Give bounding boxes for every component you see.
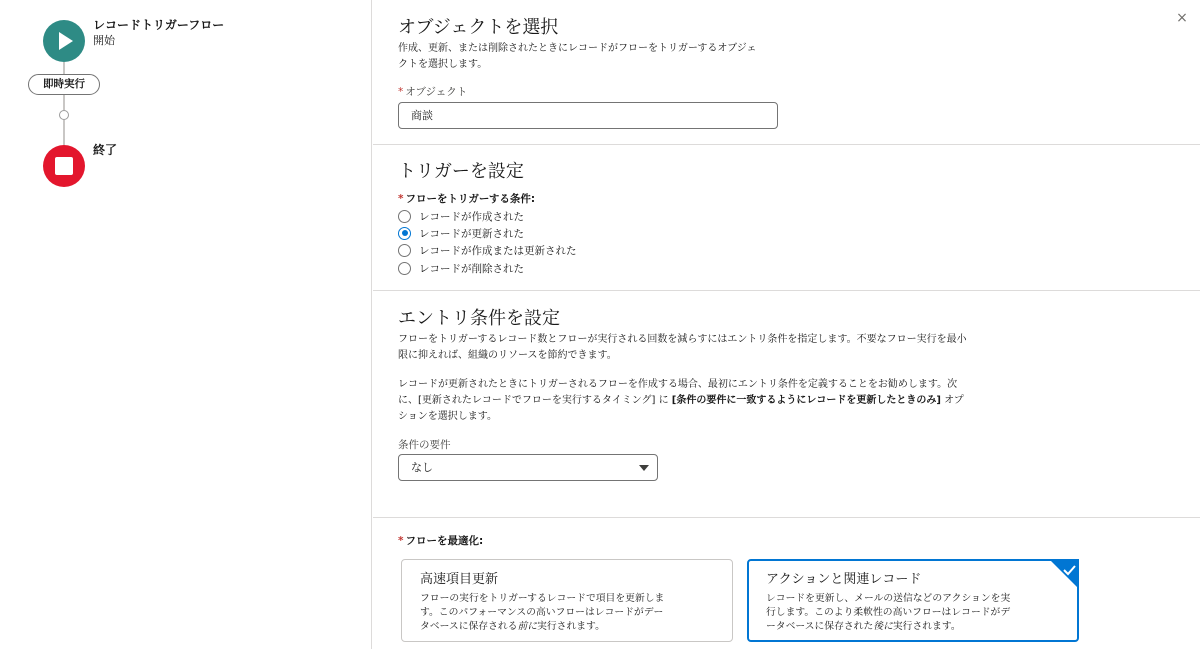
flow-canvas — [0, 0, 372, 649]
entry-description-2 — [398, 377, 964, 425]
connector-line — [63, 62, 65, 74]
fast-field-updates-card[interactable] — [401, 559, 733, 642]
close-icon[interactable]: × — [1176, 10, 1188, 26]
start-node[interactable] — [43, 20, 85, 62]
entry-section-title: エントリ条件を設定 — [398, 308, 560, 329]
radio-button[interactable] — [398, 244, 411, 257]
play-icon — [43, 20, 85, 62]
description-line: レコードが更新されたときにトリガーされるフローを作成する場合、最初にエントリ条件を定義することをお勧めします。次 — [398, 379, 958, 390]
description-line: ションを選択します。 — [398, 411, 497, 422]
connector-line — [63, 120, 65, 145]
card-text: タベースに保存される — [420, 621, 518, 632]
card-title: 高速項目更新 — [420, 572, 499, 587]
optimize-flow-label — [398, 533, 483, 548]
card-italic-text: 前に — [517, 621, 538, 632]
description-line: 限に抑えれば、組織のリソースを節約できます。 — [398, 350, 617, 361]
object-field-label — [398, 84, 467, 99]
caret-down-icon — [639, 465, 649, 471]
condition-requirement-select[interactable] — [398, 454, 658, 481]
description-bold-text: [条件の要件に一致するようにレコードを更新したときのみ] — [671, 395, 941, 406]
selected-check-icon — [1049, 559, 1079, 589]
radio-label: レコードが更新された — [419, 227, 524, 240]
end-node[interactable] — [43, 145, 85, 187]
trigger-section — [373, 145, 1200, 291]
entry-description-1 — [398, 332, 967, 364]
object-section-title: オブジェクトを選択 — [398, 17, 559, 38]
radio-record-created-or-updated[interactable] — [398, 242, 577, 258]
required-mark: * — [398, 535, 404, 547]
start-node-title: レコードトリガーフロー — [93, 18, 225, 32]
add-element-circle[interactable] — [59, 110, 69, 120]
trigger-condition-label — [398, 191, 535, 206]
radio-record-updated[interactable] — [398, 225, 524, 241]
card-text: ータベースに保存された — [766, 621, 874, 632]
card-line: フローの実行をトリガーするレコードで項目を更新しま — [420, 593, 665, 604]
object-section — [373, 0, 1200, 145]
description-line — [398, 393, 964, 409]
card-line: レコードを更新し、メールの送信などのアクションを実 — [766, 593, 1011, 604]
card-line — [766, 620, 1066, 634]
card-line: す。このパフォーマンスの高いフローはレコードがデー — [420, 607, 664, 618]
entry-conditions-section — [373, 291, 1200, 518]
properties-panel — [373, 0, 1200, 649]
stop-icon — [55, 157, 73, 175]
select-value: なし — [411, 461, 433, 474]
run-immediately-pill[interactable]: 即時実行 — [28, 74, 100, 95]
card-text: 実行されます。 — [892, 621, 961, 632]
object-label-text: オブジェクト — [405, 86, 468, 98]
connector-line — [63, 95, 65, 110]
card-italic-text: 後に — [873, 621, 893, 632]
card-line — [420, 620, 720, 634]
description-text: オプ — [940, 395, 964, 406]
card-description — [766, 592, 1066, 634]
trigger-label-text: フローをトリガーする条件: — [405, 193, 536, 205]
trigger-section-title: トリガーを設定 — [398, 161, 524, 182]
object-input[interactable]: 商談 — [398, 102, 778, 129]
card-line: 行します。このより柔軟性の高いフローはレコードがデ — [766, 607, 1011, 618]
card-text: 実行されます。 — [537, 621, 605, 632]
card-description — [420, 592, 720, 634]
condition-requirement-label: 条件の要件 — [398, 439, 451, 451]
radio-label: レコードが作成された — [419, 210, 524, 223]
start-node-subtitle: 開始 — [93, 34, 115, 47]
end-node-title: 終了 — [93, 143, 118, 157]
description-text: に、[更新されたレコードでフローを実行するタイミング] に — [398, 395, 672, 406]
required-mark: * — [398, 193, 404, 205]
actions-related-records-card[interactable] — [747, 559, 1079, 642]
radio-button-checked[interactable] — [398, 227, 411, 240]
description-line: クトを選択します。 — [398, 59, 488, 70]
radio-label: レコードが削除された — [419, 262, 524, 275]
required-mark: * — [398, 86, 404, 98]
radio-record-deleted[interactable] — [398, 260, 524, 276]
description-line: 作成、更新、または削除されたときにレコードがフローをトリガーするオブジェ — [398, 43, 757, 54]
radio-record-created[interactable] — [398, 208, 524, 224]
radio-button[interactable] — [398, 262, 411, 275]
description-line: フローをトリガーするレコード数とフローが実行される回数を減らすにはエントリ条件を指定します。不要なフロー実行を最小 — [398, 334, 967, 345]
radio-label: レコードが作成または更新された — [419, 244, 577, 257]
radio-button[interactable] — [398, 210, 411, 223]
optimize-label-text: フローを最適化: — [405, 535, 484, 547]
card-title: アクションと関連レコード — [766, 572, 922, 587]
object-section-description — [398, 41, 757, 73]
